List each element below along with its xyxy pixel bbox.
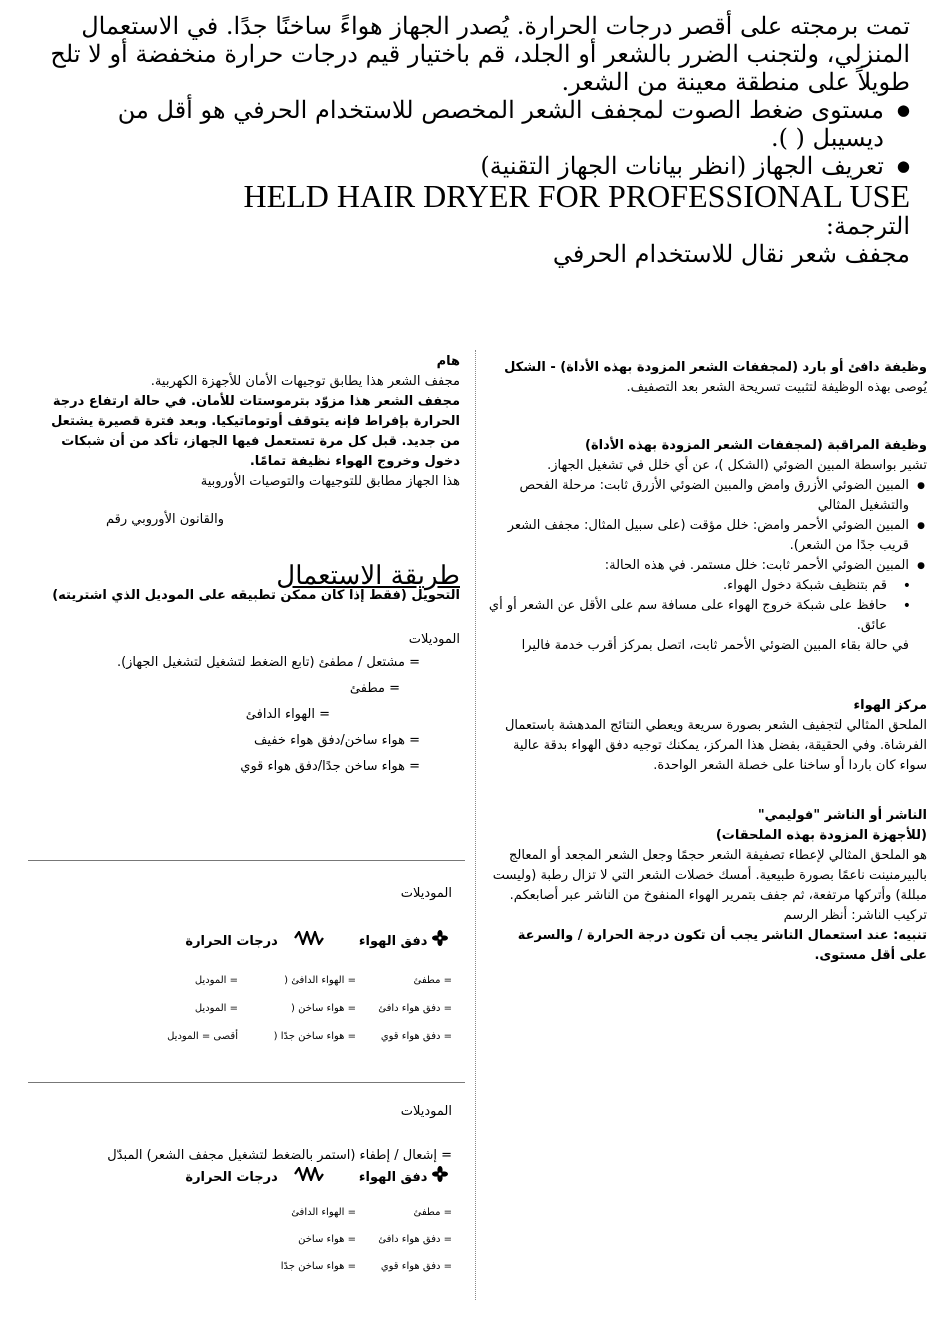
model3-line-1: = إشعال / إطفاء (استمر بالضغط لتشغيل مجفف الشعر) المبدّل [107, 1148, 452, 1163]
noise-level-bullet: ● مستوى ضغط الصوت لمجفف الشعر المخصص للاستخدام الحرفي هو أقل من ديسيبل ( ). [40, 96, 910, 152]
airflow-label: دفق الهواء [358, 1170, 428, 1185]
models-label-1: الموديلات [408, 632, 460, 647]
section-separator-2 [28, 1082, 465, 1083]
section-separator-1 [28, 860, 465, 861]
heat-coil-icon [294, 931, 324, 952]
important-heading: هام [436, 354, 460, 369]
thermostat-text: مجفف الشعر هذا مزوّد بترموستات للأمان. في حالة ارتفاع درجة الحرارة بإفراط فإنه يتوقف أوتوماتيكيا. وبعد فترة قصيرة يشتعل من جديد. قبل كل مرة تستعمل فيها الجهاز، تأكد من أن شبكات دخول وخروج الهواء نظيفة تمامًا. [51, 394, 460, 469]
indicator-red-blink-item: ● المبين الضوئي الأحمر وامض: خلل مؤقت (على سبيل المثال: مجفف الشعر قريب جدًا من الشعر). [487, 516, 927, 556]
intro-paragraph: تمت برمجته على أقصر درجات الحرارة. يُصدر الجهاز هواءً ساخنًا جدًا. في الاستعمال المنزلي، ولتجنب الضرر بالشعر أو الجلد، قم باختيار قيم درجات حرارة منخفضة أو لا تلح طويلاً على منطقة معينة من الشعر. [50, 12, 910, 96]
translation-text: مجفف شعر نقال للاستخدام الحرفي [552, 240, 910, 268]
warm-cold-text: يُوصى بهذه الوظيفة لتثبيت تسريحة الشعر بعد التصفيف. [626, 380, 927, 395]
indicator-blue-item: ● المبين الضوئي الأزرق وامض والمبين الضوئي الأزرق ثابت: مرحلة الفحص والتشغيل المثالي [487, 476, 927, 516]
right-column [487, 358, 927, 966]
indicator-red-steady-item: ● المبين الضوئي الأحمر ثابت: خلل مستمر. في هذه الحالة: [487, 556, 927, 576]
air-concentrator-text: الملحق المثالي لتجفيف الشعر بصورة سريعة ويعطي النتائج المدهشة باستعمال الفرشاة. وفي الحقيقة، بفضل هذا المركز، يمكنك توجيه دفق الهواء بدقة عالية سواء كان باردا أو ساخنا على خصلة الشعر الواحدة. [504, 718, 927, 773]
diffuser-text: هو الملحق المثالي لإعطاء تصفيفة الشعر حجمًا وجعل الشعر المجعد أو المعالج بالبيرمنينت ناعمًا بصورة طبيعية. أمسك خصلات الشعر التي لا تزال رطبة (وليست مبللة) وأتركها مرتفعة، ثم جفف بتمرير الهواء المنفوخ من الناشر عبر أصابعكم. تركيب الناشر: أنظر الرسم [492, 848, 927, 923]
table2-header [28, 930, 452, 953]
temperature-label: درجات الحرارة [185, 934, 278, 949]
column-divider [475, 350, 477, 1300]
models-section-2 [28, 884, 452, 1051]
table-row: = دفق هواء قوي = هواء ساخن جدًا ( أقصى = الموديل [167, 1031, 452, 1042]
temperature-label: درجات الحرارة [185, 1170, 278, 1185]
keep-distance-item: • حافظ على شبكة خروج الهواء على مسافة سم على الأقل عن الشعر أو أي عائق. [487, 596, 927, 636]
warm-cold-title: وظيفة دافئ أو بارد (لمجففات الشعر المزودة بهذه الأداة) - الشكل [504, 360, 927, 375]
airflow-label: دفق الهواء [358, 934, 428, 949]
models-section-3 [18, 1102, 452, 1280]
table-row: = دفق هواء دافئ = هواء ساخن [298, 1234, 452, 1245]
usage-title: طريقة الاستعمال [276, 561, 460, 591]
intro-block [40, 12, 910, 268]
monitoring-title: وظيفة المراقبة (لمجففات الشعر المزودة بهذه الأداة) [585, 438, 927, 453]
clean-grid-item: • قم بتنظيف شبكة دخول الهواء. [487, 576, 927, 596]
diffuser-warning: تنبيه: عند استعمال الناشر يجب أن تكون درجة الحرارة / والسرعة على أقل مستوى. [517, 928, 927, 963]
models-label-2: الموديلات [400, 886, 452, 901]
air-concentrator-title: مركز الهواء [853, 698, 927, 713]
table3-rows [18, 1199, 452, 1280]
table-row: = مطفئ = الهواء الدافئ ( = الموديل [194, 975, 452, 986]
conversion-heading: التحويل (فقط إذا كان ممكن تطبيقه على الموديل الذي اشتريته) [52, 588, 460, 603]
model1-line-4: = هواء ساخن/دفق هواء خفيف [253, 733, 420, 748]
table-row: = دفق هواء دافئ = هواء ساخن ( = الموديل [194, 1003, 452, 1014]
device-id-bullet: ● تعريف الجهاز (انظر بيانات الجهاز التقنية) [40, 152, 910, 180]
fan-icon [432, 1166, 448, 1189]
safety-directive-text: مجفف الشعر هذا يطابق توجيهات الأمان للأجهزة الكهربية. [150, 374, 460, 389]
eu-directive-text: هذا الجهاز مطابق للتوجيهات والتوصيات الأوروبية [200, 474, 460, 489]
model1-line-2: = مطفئ [349, 681, 400, 696]
service-contact-text: في حالة بقاء المبين الضوئي الأحمر ثابت، اتصل بمركز أقرب خدمة فاليرا [521, 638, 909, 653]
heat-coil-icon [294, 1167, 324, 1188]
model1-line-3: = الهواء الدافئ [245, 707, 330, 722]
english-device-name: HELD HAIR DRYER FOR PROFESSIONAL USE [243, 178, 910, 214]
table3-header [18, 1166, 452, 1189]
models-label-3: الموديلات [400, 1104, 452, 1119]
left-column [28, 352, 460, 780]
monitoring-text: تشير بواسطة المبين الضوئي (الشكل )، عن أي خلل في تشغيل الجهاز. [547, 458, 927, 473]
diffuser-title: الناشر أو الناشر "فوليمي" [757, 808, 927, 823]
translation-label: الترجمة: [825, 212, 910, 240]
model1-line-5: = هواء ساخن جدًا/دفق هواء قوي [240, 759, 420, 774]
model1-line-1: = مشتعل / مطفئ (تابع الضغط لتشغيل لتشغيل الجهاز). [116, 655, 420, 670]
diffuser-subtitle: (للأجهزة المزودة بهذه الملحقات) [715, 828, 927, 843]
fan-icon [432, 930, 448, 953]
table-row: = دفق هواء قوي = هواء ساخن جدًا [280, 1261, 452, 1272]
eu-law-text: والقانون الأوروبي رقم [106, 512, 224, 527]
table2-rows [28, 967, 452, 1051]
table-row: = مطفئ = الهواء الدافئ [291, 1207, 452, 1218]
